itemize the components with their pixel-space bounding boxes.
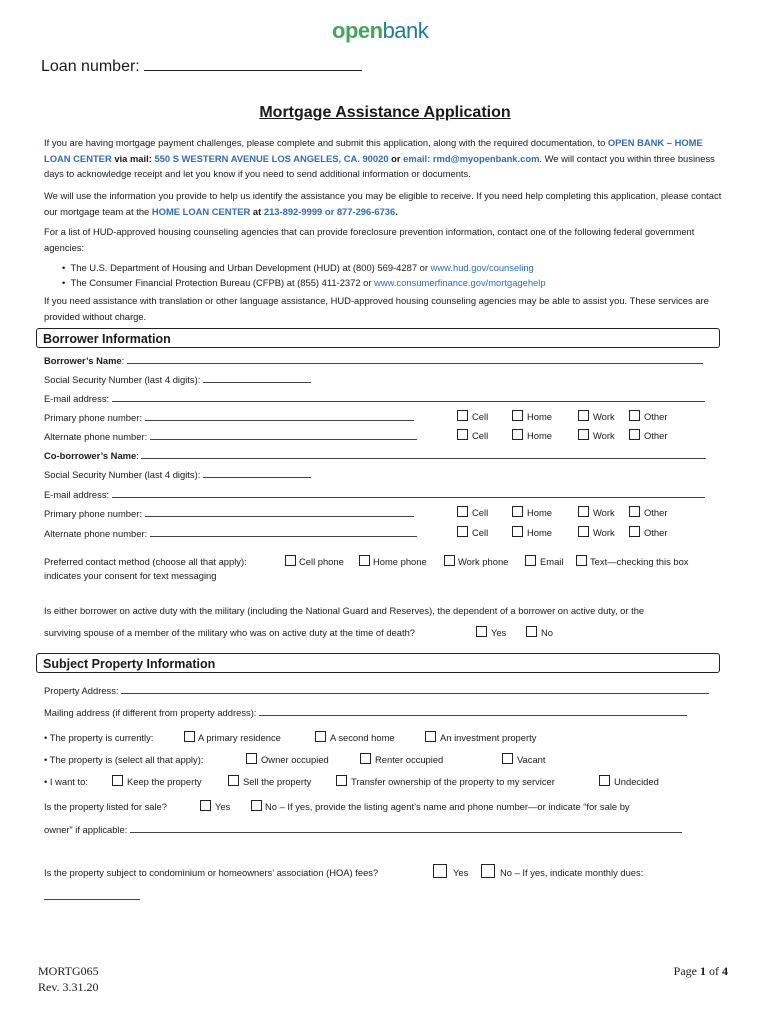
- coborrower-email-row: E-mail address:: [44, 488, 705, 500]
- undecided-checkbox[interactable]: [599, 775, 610, 786]
- hoa-dues-field[interactable]: [44, 890, 140, 900]
- listed-yes-checkbox[interactable]: [200, 800, 211, 811]
- primary-residence-checkbox[interactable]: [184, 731, 195, 742]
- contact-cell-phone-checkbox[interactable]: [285, 555, 296, 566]
- coborrower-alternate-phone-row: Alternate phone number:: [44, 527, 417, 539]
- owner-occupied-checkbox[interactable]: [246, 753, 257, 764]
- borrower-email-row: E-mail address:: [44, 392, 705, 404]
- borrower-name-row: Borrower’s Name:: [44, 354, 703, 366]
- coborrower-alt-other-checkbox[interactable]: [629, 526, 640, 537]
- hoa-no-checkbox[interactable]: [481, 864, 495, 878]
- keep-property-checkbox[interactable]: [112, 775, 123, 786]
- contact-work-phone-checkbox[interactable]: [444, 555, 455, 566]
- coborrower-alt-cell-checkbox[interactable]: [457, 526, 468, 537]
- mailing-address-field[interactable]: [259, 706, 687, 716]
- vacant-checkbox[interactable]: [502, 753, 513, 764]
- property-currently-label: • The property is currently:: [44, 732, 154, 743]
- revision-date: Rev. 3.31.20: [38, 980, 99, 994]
- military-no-checkbox[interactable]: [526, 626, 537, 637]
- borrower-alternate-phone-field[interactable]: [150, 430, 417, 440]
- coborrower-alternate-phone-field[interactable]: [150, 527, 417, 537]
- hud-link[interactable]: www.hud.gov/counseling: [430, 262, 534, 273]
- property-address-row: Property Address:: [44, 684, 709, 696]
- transfer-ownership-checkbox[interactable]: [336, 775, 347, 786]
- listed-no-checkbox[interactable]: [251, 800, 262, 811]
- borrower-alt-other-checkbox[interactable]: [629, 429, 640, 440]
- i-want-to-label: • I want to:: [44, 776, 88, 787]
- section-borrower-information: Borrower Information: [36, 328, 720, 348]
- coborrower-primary-other-checkbox[interactable]: [629, 506, 640, 517]
- renter-occupied-checkbox[interactable]: [360, 753, 371, 764]
- intro-paragraph-1: If you are having mortgage payment challenges, please complete and submit this application, along with the required documentation, to OPEN BANK – HOME LOAN CENTER via mail: 550 S WESTERN AVENUE LOS ANGELES, CA. 90020 or email: rmd@myopenbank.com. We will contact you within three business days to acknowledge receipt and let you know if you need to send additional information or documents.: [44, 137, 715, 179]
- loan-number: Loan number:: [41, 56, 362, 76]
- intro-paragraph-2: We will use the information you provide to help us identify the assistance you may be eligible to receive. If you need help completing this application, please contact our mortgage team at the HOME LOAN CENTER at 213-892-9999 or 877-296-6736.: [44, 190, 722, 217]
- loan-number-field[interactable]: [144, 56, 362, 71]
- coborrower-email-field[interactable]: [112, 488, 705, 498]
- bullet-cfpb: • The Consumer Financial Protection Bureau (CFPB) at (855) 411-2372 or www.consumerfinance.gov/mortgagehelp: [62, 277, 546, 288]
- contact-email-checkbox[interactable]: [525, 555, 536, 566]
- coborrower-alt-home-checkbox[interactable]: [512, 526, 523, 537]
- military-question-line-2: surviving spouse of a member of the military who was on active duty at the time of death?: [44, 627, 416, 638]
- borrower-primary-home-checkbox[interactable]: [512, 410, 523, 421]
- page-title: Mortgage Assistance Application: [259, 104, 511, 121]
- mailing-address-row: Mailing address (if different from property address):: [44, 706, 687, 718]
- property-address-field[interactable]: [121, 684, 709, 694]
- listed-for-sale-question: Is the property listed for sale?: [44, 801, 167, 812]
- second-home-checkbox[interactable]: [315, 731, 326, 742]
- section-subject-property: Subject Property Information: [36, 653, 720, 673]
- listing-agent-field[interactable]: [130, 823, 682, 833]
- borrower-alt-work-checkbox[interactable]: [578, 429, 589, 440]
- investment-property-checkbox[interactable]: [425, 731, 436, 742]
- coborrower-name-row: Co-borrower’s Name:: [44, 449, 706, 461]
- coborrower-primary-phone-row: Primary phone number:: [44, 507, 414, 519]
- borrower-primary-cell-checkbox[interactable]: [457, 410, 468, 421]
- contact-note: indicates your consent for text messaging: [44, 570, 217, 581]
- openbank-logo: openbank: [332, 18, 429, 43]
- borrower-ssn-field[interactable]: [203, 373, 311, 383]
- borrower-alt-cell-checkbox[interactable]: [457, 429, 468, 440]
- borrower-name-field[interactable]: [127, 354, 703, 364]
- property-is-label: • The property is (select all that apply):: [44, 754, 204, 765]
- sell-property-checkbox[interactable]: [228, 775, 239, 786]
- page-number: Page 1 of 4: [673, 964, 728, 978]
- contact-home-phone-checkbox[interactable]: [359, 555, 370, 566]
- intro-paragraph-4: If you need assistance with translation or other language assistance, HUD-approved housing counseling agencies may be able to assist you. These services are provided without charge.: [44, 295, 709, 322]
- coborrower-ssn-row: Social Security Number (last 4 digits):: [44, 468, 311, 480]
- hoa-dues-row: [44, 890, 140, 902]
- preferred-contact-label: Preferred contact method (choose all that apply):: [44, 556, 247, 567]
- borrower-ssn-row: Social Security Number (last 4 digits):: [44, 373, 311, 385]
- hoa-question: Is the property subject to condominium or homeowners’ association (HOA) fees?: [44, 867, 379, 878]
- borrower-primary-work-checkbox[interactable]: [578, 410, 589, 421]
- borrower-email-field[interactable]: [112, 392, 705, 402]
- borrower-alt-home-checkbox[interactable]: [512, 429, 523, 440]
- coborrower-primary-work-checkbox[interactable]: [578, 506, 589, 517]
- cfpb-link[interactable]: www.consumerfinance.gov/mortgagehelp: [374, 277, 546, 288]
- bullet-hud: • The U.S. Department of Housing and Urban Development (HUD) at (800) 569-4287 or www.hud.gov/counseling: [62, 262, 534, 273]
- email-link[interactable]: email: rmd@myopenbank.com: [403, 152, 540, 164]
- contact-text-checkbox[interactable]: [576, 555, 587, 566]
- coborrower-primary-cell-checkbox[interactable]: [457, 506, 468, 517]
- coborrower-alt-work-checkbox[interactable]: [578, 526, 589, 537]
- coborrower-primary-home-checkbox[interactable]: [512, 506, 523, 517]
- coborrower-primary-phone-field[interactable]: [145, 507, 414, 517]
- intro-paragraph-3: For a list of HUD-approved housing counseling agencies that can provide foreclosure prevention information, contact one of the following federal government agencies:: [44, 226, 695, 253]
- military-yes-checkbox[interactable]: [476, 626, 487, 637]
- borrower-primary-phone-field[interactable]: [145, 411, 414, 421]
- coborrower-name-field[interactable]: [141, 449, 706, 459]
- listing-agent-row: owner” if applicable:: [44, 823, 682, 835]
- hoa-yes-checkbox[interactable]: [433, 864, 447, 878]
- borrower-alternate-phone-row: Alternate phone number:: [44, 430, 417, 442]
- military-question-line-1: Is either borrower on active duty with the military (including the National Guard and Reserves), the dependent of a borrower on active duty, or the: [44, 605, 645, 616]
- borrower-primary-other-checkbox[interactable]: [629, 410, 640, 421]
- form-number: MORTG065: [38, 964, 99, 978]
- coborrower-ssn-field[interactable]: [203, 468, 311, 478]
- borrower-primary-phone-row: Primary phone number:: [44, 411, 414, 423]
